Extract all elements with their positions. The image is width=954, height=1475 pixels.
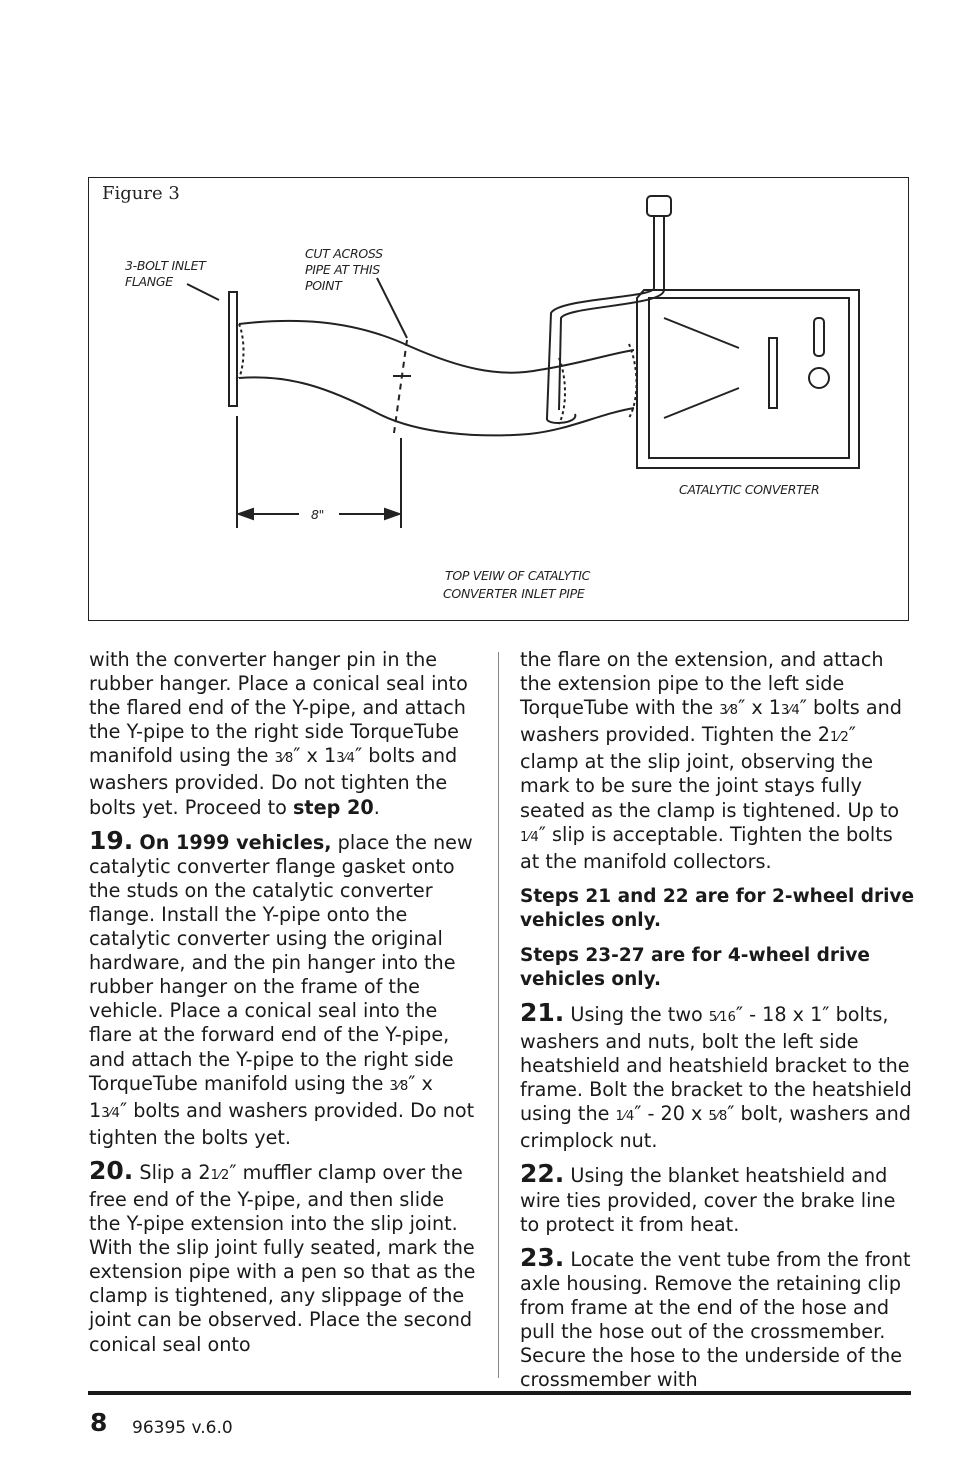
dimension-label: 8" [311,507,325,522]
fraction: 5⁄16 [708,1009,736,1025]
figure-3 [88,177,909,621]
text: Slip a 2 [133,1160,211,1184]
note-4wd: Steps 23-27 are for 4-wheel drive vehicles only. [520,944,870,990]
converter-weld [629,344,637,418]
step-number: 21. [520,997,565,1027]
step-number: 20. [89,1155,134,1185]
left-column [89,648,477,1357]
text: ″ bolt, washers and crimplock nut. [520,1102,911,1153]
converter-slot-2 [814,318,824,356]
pipe-bottom-edge [239,377,634,435]
flange-leader [187,284,219,300]
column-divider [498,652,499,1378]
text: ″ muffler clamp over the free end of the Y-pipe, and then slide the Y-pipe extension into the slip joint. With the slip joint fully seated, mark the extension pipe with a pen so that as the clamp is tightened, any slippage of the joint can be observed. Place the second conical seal onto [89,1160,476,1356]
text: ″ bolts and washers provided. Do not tighten the bolts yet. Proceed to [89,744,458,819]
step-number: 22. [520,1159,565,1189]
fraction: 3⁄4 [781,703,800,719]
step-19 [89,825,477,1150]
step-23 [520,1242,918,1393]
step-number: 19. [89,825,134,855]
cut-leader [377,278,407,338]
flange-label-line2: FLANGE [125,274,173,289]
fraction: 1⁄4 [615,1109,635,1125]
step-number: 23. [520,1242,565,1272]
note-2wd: Steps 21 and 22 are for 2-wheel drive vehicles only. [520,885,915,931]
step-22 [520,1159,918,1236]
diagram-title-line2: CONVERTER INLET PIPE [443,586,585,601]
text: ″ x 1 [89,1071,433,1122]
flange-weld [239,324,244,378]
converter-body [637,290,859,468]
text: ″ slip is acceptable. Tighten the bolts at the manifold collectors. [520,822,893,873]
fraction: 3⁄8 [389,1078,409,1094]
sensor-cap [647,196,671,216]
continued-paragraph [520,648,918,874]
text: Locate the vent tube from the front axle housing. Remove the retaining clip from frame at the end of the hose and pull the hose out of the crossmember. Secure the hose to the underside of the crossmember with [520,1247,911,1392]
inlet-flange-plate [229,292,237,406]
fraction: 3⁄4 [101,1105,120,1121]
text: ″ bolts and washers provided. Tighten the 2 [520,696,902,747]
cut-label-line1: CUT ACROSS [305,246,383,261]
step-reference: step 20 [293,795,374,819]
cut-label-line2: PIPE AT THIS [305,262,380,277]
text: ″ - 20 x [634,1102,709,1126]
text: ″ x 1 [738,696,781,720]
converter-inner [649,298,849,458]
cut-line [394,340,407,433]
fraction: 1⁄4 [520,829,539,845]
fraction: 3⁄8 [274,751,294,767]
text: Using the blanket heatshield and wire ties provided, cover the brake line to protect it from heat. [520,1164,896,1236]
step-21 [520,997,918,1154]
step-20 [89,1155,477,1357]
text: ″ - 18 x 1″ bolts, washers and nuts, bolt the left side heatshield and heatshield bracket to the frame. Bolt the bracket to the heatshield using the [520,1002,912,1126]
diagram-title-line1: TOP VEIW OF CATALYTIC [445,568,591,583]
text: ″ bolts and washers provided. Do not tighten the bolts yet. [89,1098,475,1149]
text: ″ x 1 [293,744,337,768]
footer-rule [88,1391,911,1395]
step-lead: On 1999 vehicles, [139,830,332,854]
fraction: 3⁄8 [719,703,739,719]
fraction: 3⁄4 [336,751,355,767]
converter-hole [809,368,829,388]
continued-paragraph [89,648,477,820]
converter-slot-1 [769,338,777,408]
fraction: 1⁄2 [210,1167,230,1183]
text: place the new catalytic converter flange gasket onto the studs on the catalytic converter flange. Install the Y-pipe onto the catalytic converter using the original hardware, and the pin hanger into the rubber hanger on the frame of the vehicle. Place a conical seal into the flare at the forward end of the Y-pipe, and attach the Y-pipe to the right side TorqueTube manifold using the [89,830,473,1095]
text: . [373,795,380,819]
figure-caption: Figure 3 [102,183,180,204]
right-column [520,648,918,1392]
cut-label-line3: POINT [305,278,342,293]
flange-label-line1: 3-BOLT INLET [125,258,206,273]
text: Using the two [564,1002,709,1026]
page-number: 8 [90,1408,108,1437]
fraction: 5⁄8 [708,1109,728,1125]
text: ″ clamp at the slip joint, observing the mark to be sure the joint stays fully seated as the clamp is tightened. Up to [520,723,900,822]
converter-label: CATALYTIC CONVERTER [679,482,820,497]
document-id: 96395 v.6.0 [132,1418,233,1438]
text: with the converter hanger pin in the rubber hanger. Place a conical seal into the flared end of the Y-pipe, and attach the Y-pipe to the right side TorqueTube manifold using the [89,648,468,768]
fraction: 1⁄2 [830,730,849,746]
pipe-top-edge [239,321,634,373]
text: the flare on the extension, and attach the extension pipe to the left side TorqueTube with the [520,648,884,720]
pipe-diagram [89,178,910,622]
